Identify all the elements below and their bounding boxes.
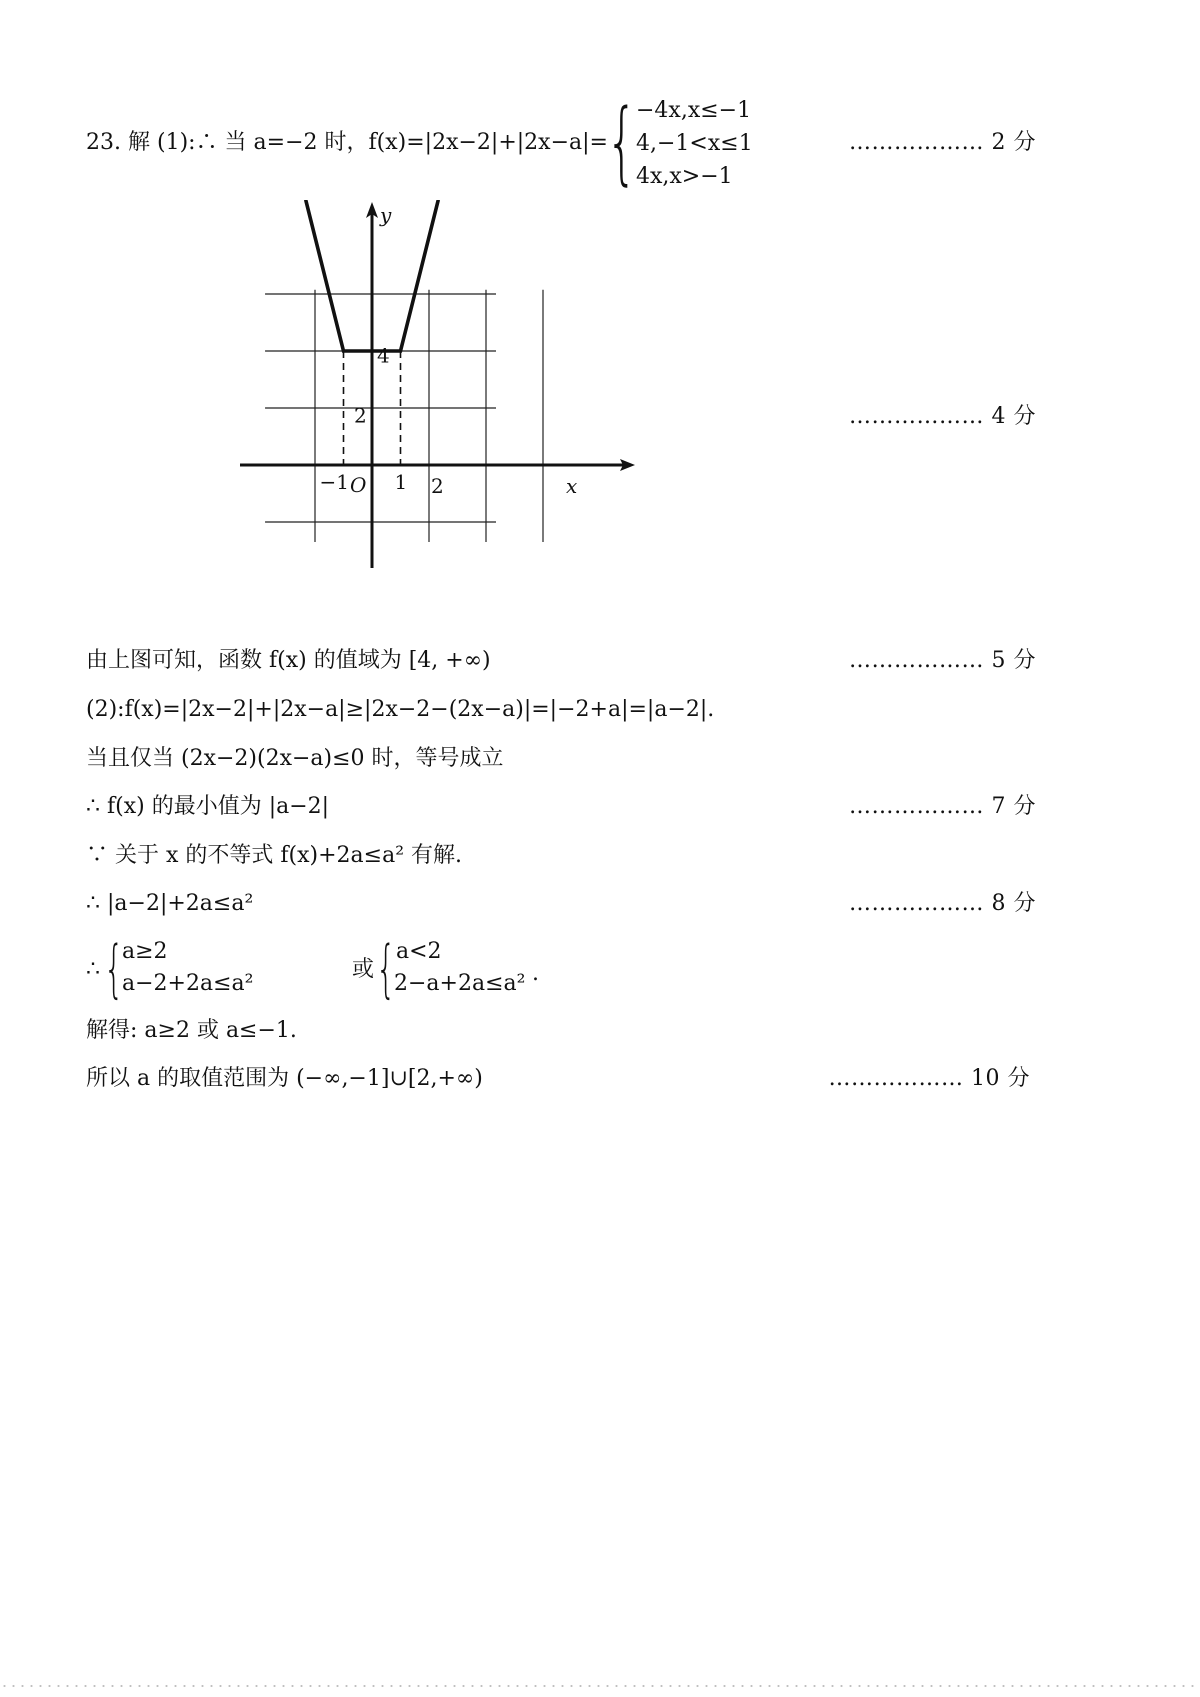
axes (240, 202, 635, 568)
tick-label-y4: 4 (377, 343, 390, 368)
left-brace-2: { (376, 932, 396, 1005)
piecewise-case-3: 4x,x>−1 (636, 164, 733, 189)
system-right-1: a<2 (396, 939, 442, 964)
score-2: ……………… 2 分 (849, 130, 1036, 155)
tick-label-neg1: −1 (319, 470, 349, 494)
function-graph (240, 200, 640, 620)
system-joiner: 或 (352, 957, 375, 982)
system-left-2: a−2+2a≤a² (122, 971, 254, 996)
part1-intro: 解 (1):∴ 当 a=−2 时，f(x)=|2x−2|+|2x−a|= (128, 130, 608, 155)
solution-line-text: ∵ 关于 x 的不等式 f(x)+2a≤a² 有解. (86, 843, 462, 868)
left-brace: { (606, 90, 638, 195)
therefore-symbol: ∴ (86, 957, 100, 982)
left-brace-1: { (104, 932, 124, 1005)
tick-label-y2: 2 (354, 403, 367, 428)
system-right-2: 2−a+2a≤a² (394, 971, 526, 996)
inequality-system (86, 932, 586, 1006)
scan-edge-noise (0, 1683, 1200, 1689)
score-8: ……………… 8 分 (849, 891, 1036, 916)
solution-line-text: 所以 a 的取值范围为 (−∞,−1]∪[2,+∞) (86, 1066, 483, 1091)
solution-line-text: (2):f(x)=|2x−2|+|2x−a|≥|2x−2−(2x−a)|=|−2+a|=|a−2|. (86, 697, 715, 722)
system-left-1: a≥2 (122, 939, 168, 964)
solution-line-text: 由上图可知，函数 f(x) 的值域为 [4, +∞) (86, 648, 491, 673)
system-suffix: . (532, 961, 539, 986)
solution-line-text: 当且仅当 (2x−2)(2x−a)≤0 时，等号成立 (86, 746, 504, 771)
grid (265, 290, 543, 542)
piecewise-case-1: −4x,x≤−1 (636, 98, 752, 123)
solution-line-text: ∴ |a−2|+2a≤a² (86, 891, 254, 916)
piecewise-case-2: 4,−1<x≤1 (636, 131, 753, 156)
solution-line-text: 解得: a≥2 或 a≤−1. (86, 1018, 297, 1043)
score-4: ……………… 4 分 (849, 404, 1036, 429)
solution-line-text: ∴ f(x) 的最小值为 |a−2| (86, 794, 330, 819)
y-axis-label: y (380, 203, 392, 227)
x-axis-label: x (566, 474, 578, 498)
score-7: ……………… 7 分 (849, 794, 1036, 819)
tick-label-2: 2 (431, 474, 444, 498)
origin-label: O (350, 473, 367, 497)
score-5: ……………… 5 分 (849, 648, 1036, 673)
score-10: ……………… 10 分 (828, 1066, 1030, 1091)
tick-label-1: 1 (394, 470, 408, 494)
problem-number: 23. (86, 130, 121, 155)
